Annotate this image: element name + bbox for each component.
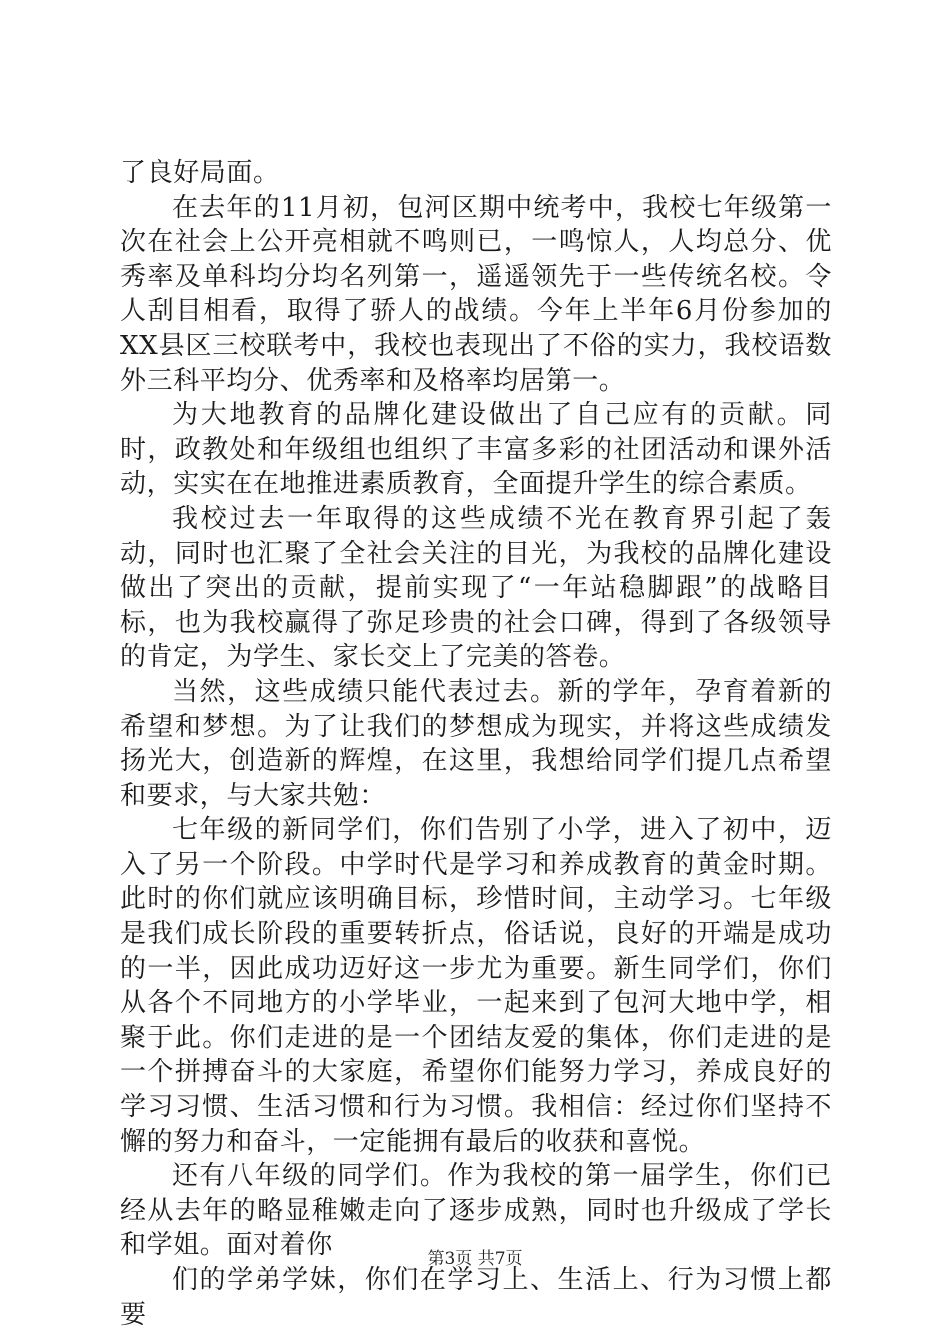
paragraph-1: 了良好局面。 (120, 158, 280, 188)
paragraph-5: 当然，这些成绩只能代表过去。新的学年，孕育着新的希望和梦想。为了让我们的梦想成为现实，并将这些成绩发扬光大，创造新的辉煌，在这里，我想给同学们提几点希望和要求，与大家共勉： (120, 676, 832, 811)
document-body (120, 156, 832, 1332)
paragraph-7: 还有八年级的同学们。作为我校的第一届学生，你们已经从去年的略显稚嫩走向了逐步成熟，同时也升级成了学长和学姐。面对着你 (120, 1161, 832, 1261)
paragraph-2: 在去年的11月初，包河区期中统考中，我校七年级第一次在社会上公开亮相就不鸣则已，一鸣惊人，人均总分、优秀率及单科均分均名列第一，遥遥领先于一些传统名校。令人刮目相看，取得了骄人的战绩。今年上半年6月份参加的XX县区三校联考中，我校也表现出了不俗的实力，我校语数外三科平均分、优秀率和及格率均居第一。 (120, 192, 832, 396)
paragraph-8: 们的学弟学妹，你们在学习上、生活上、行为习惯上都要 (120, 1265, 832, 1330)
paragraph-6: 七年级的新同学们，你们告别了小学，进入了初中，迈入了另一个阶段。中学时代是学习和养成教育的黄金时期。此时的你们就应该明确目标，珍惜时间，主动学习。七年级是我们成长阶段的重要转折点，俗话说，良好的开端是成功的一半，因此成功迈好这一步尤为重要。新生同学们，你们从各个不同地方的小学毕业，一起来到了包河大地中学，相聚于此。你们走进的是一个团结友爱的集体，你们走进的是一个拼搏奋斗的大家庭，希望你们能努力学习，养成良好的学习习惯、生活习惯和行为习惯。我相信：经过你们坚持不懈的努力和奋斗，一定能拥有最后的收获和喜悦。 (120, 815, 832, 1157)
paragraph-4: 我校过去一年取得的这些成绩不光在教育界引起了轰动，同时也汇聚了全社会关注的目光，为我校的品牌化建设做出了突出的贡献，提前实现了“一年站稳脚跟”的战略目标，也为我校赢得了弥足珍贵的社会口碑，得到了各级领导的肯定，为学生、家长交上了完美的答卷。 (120, 503, 832, 673)
page-footer: 第3页 共7页 (427, 1249, 523, 1269)
paragraph-3: 为大地教育的品牌化建设做出了自己应有的贡献。同时，政教处和年级组也组织了丰富多彩的社团活动和课外活动，实实在在地推进素质教育，全面提升学生的综合素质。 (120, 400, 832, 500)
